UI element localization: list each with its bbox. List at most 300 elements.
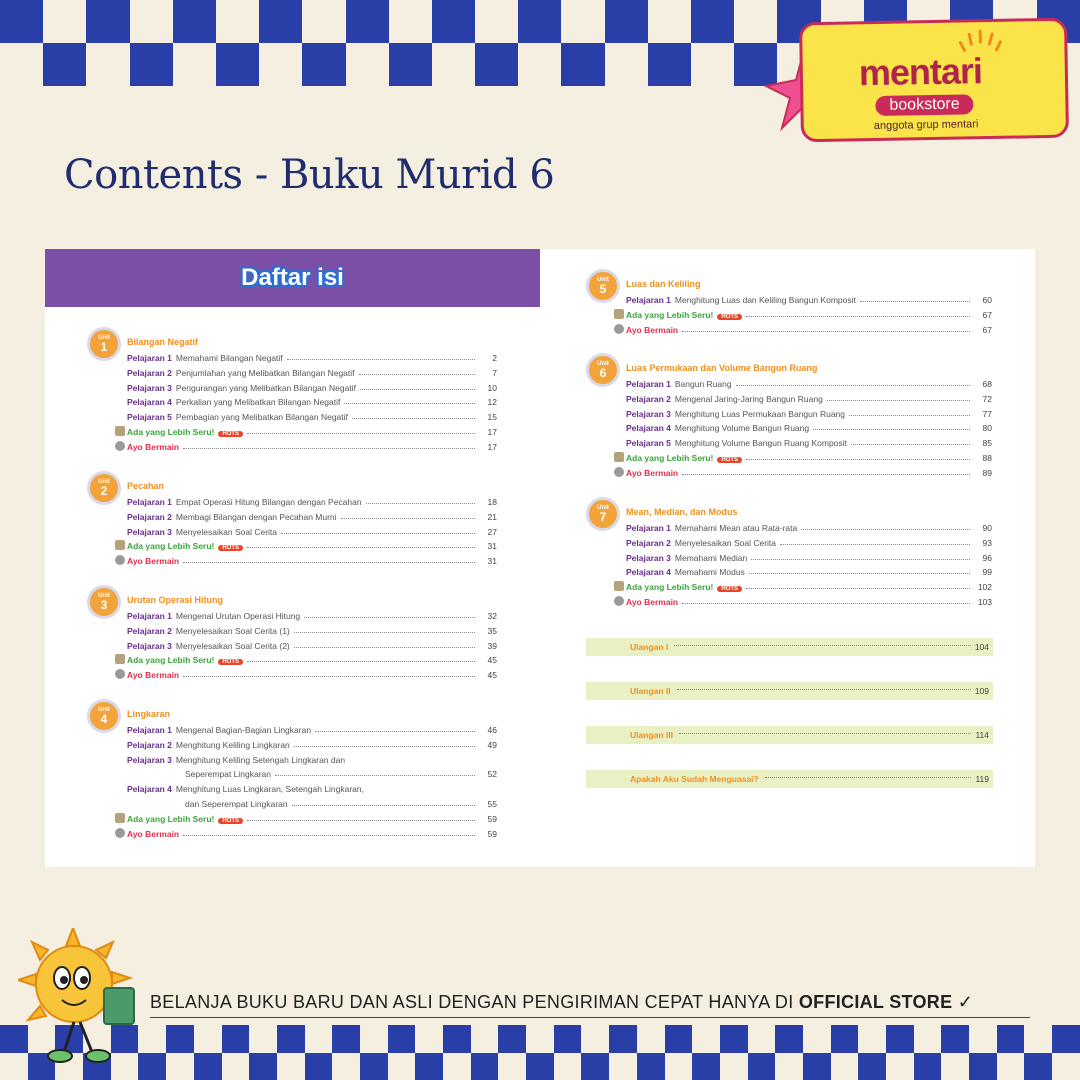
checker-square [498,1025,526,1053]
toc-row-page: 99 [982,567,992,578]
sun-rays-icon [958,28,1002,55]
toc-row-text: Bangun Ruang [674,379,732,389]
contents-header [45,249,540,307]
checker-square [561,0,604,43]
checker-square [216,0,259,43]
leader-dots [746,459,970,460]
checker-square [346,43,389,86]
checker-square [914,1053,942,1080]
review-page: 109 [974,686,989,696]
toc-row-text: Seperempat Lingkaran [185,769,272,780]
toc-row-label: Pelajaran 3 [127,382,172,393]
leader-dots [352,418,475,419]
checker-square [43,43,86,86]
toc-row [127,795,497,809]
unit-badge-number: 4 [100,712,108,726]
checker-square [518,0,561,43]
toc-row [127,751,497,765]
toc-row-page: 46 [487,725,497,735]
toc-row-page: 103 [977,597,992,607]
toc-row-page: 80 [982,423,992,434]
leader-dots [849,415,970,416]
leader-dots [780,544,970,545]
checker-square [858,1025,886,1053]
toc-row-text: Menyelesaikan Soal Cerita (2) [175,640,290,651]
leader-dots [674,645,971,646]
leader-dots [677,689,971,690]
checker-square [222,1053,250,1080]
checker-square [1024,1025,1052,1053]
checker-square [166,1053,194,1080]
checker-square [0,43,43,86]
game-icon [614,467,624,477]
toc-row-page: 39 [487,640,497,651]
footer-text: BELANJA BUKU BARU DAN ASLI DENGAN PENGIRIMAN CEPAT HANYA DI [150,992,794,1012]
checker-square [173,0,216,43]
footer-official-store: OFFICIAL STORE [798,992,953,1012]
checker-square [665,1053,693,1080]
unit-badge-label: Unit [98,479,110,485]
review-label: Ulangan I [630,642,669,652]
toc-row [127,637,497,651]
unit-badge-label: Unit [597,277,609,283]
checker-square [475,43,518,86]
checker-square [432,0,475,43]
leader-dots [247,547,475,548]
unit-title: Bilangan Negatif [127,337,199,347]
toc-row-label: Pelajaran 2 [626,537,671,548]
leader-dots [746,588,970,589]
toc-row-label: Ada yang Lebih Seru! [127,541,215,552]
toc-row-page: 96 [982,552,992,563]
unit-badge [87,327,121,361]
checker-square [138,1053,166,1080]
checker-square [914,1025,942,1053]
unit-badge-number: 3 [100,598,108,612]
checker-square [941,1025,969,1053]
checker-square [886,1025,914,1053]
game-icon [115,828,125,838]
toc-row [626,578,992,592]
checker-square [222,1025,250,1053]
checker-square [498,1053,526,1080]
review-page: 104 [974,642,989,652]
toc-row-label: Ayo Bermain [127,670,180,681]
toc-row-label: Ayo Bermain [127,441,180,452]
toc-row [127,622,497,636]
activity-icon [115,654,125,664]
toc-row-page: 90 [982,523,992,533]
checker-square [886,1053,914,1080]
checker-square [259,0,302,43]
checker-square [360,1053,388,1080]
hots-badge: HOTS [717,457,742,463]
toc-row [127,423,497,437]
leader-dots [183,448,475,449]
toc-row-label: Pelajaran 4 [626,423,671,434]
checker-square [86,43,129,86]
leader-dots [183,676,475,677]
checker-square [648,0,691,43]
toc-row-text: Menghitung Keliling Lingkaran [175,739,290,750]
leader-dots [749,573,970,574]
checker-square [605,0,648,43]
toc-row-text: Menghitung Keliling Setengah Lingkaran dan [175,754,346,765]
leader-dots [183,562,475,563]
toc-row-page: 67 [982,309,992,320]
toc-row [626,321,992,335]
checker-square [1052,1053,1080,1080]
review-label: Apakah Aku Sudah Menguasai? [630,774,759,784]
toc-row [127,666,497,680]
toc-row-label: Pelajaran 1 [127,725,172,735]
activity-icon [115,813,125,823]
toc-row-text: Perkalian yang Melibatkan Bilangan Negatif [175,397,341,408]
unit-badge [87,471,121,505]
leader-dots [281,533,475,534]
unit-badge-label: Unit [98,335,110,341]
toc-row-label: Pelajaran 3 [127,754,172,765]
unit-badge-label: Unit [98,593,110,599]
checker-square [194,1053,222,1080]
leader-dots [315,731,475,732]
toc-row [626,563,992,577]
toc-row [626,519,992,533]
checker-square [609,1053,637,1080]
checker-square [969,1053,997,1080]
toc-row-text: Memahami Bilangan Negatif [175,353,283,363]
hots-badge: HOTS [218,659,243,665]
leader-dots [366,503,475,504]
checker-square [969,1025,997,1053]
checker-square [249,1025,277,1053]
checker-square [432,43,475,86]
checker-square [775,1053,803,1080]
hots-badge: HOTS [218,431,243,437]
checker-square [831,1025,859,1053]
toc-row [127,780,497,794]
toc-row [626,464,992,478]
toc-row-label: Ada yang Lebih Seru! [626,309,714,320]
game-icon [614,324,624,334]
toc-row-label: Ada yang Lebih Seru! [626,453,714,463]
checker-square [526,1053,554,1080]
toc-row-label: Ayo Bermain [626,467,679,478]
checker-square [389,0,432,43]
toc-row [127,364,497,378]
toc-row-text: Mengenal Jaring-Jaring Bangun Ruang [674,393,823,404]
game-icon [115,555,125,565]
toc-row-page: 52 [487,769,497,780]
review-row [586,770,993,788]
sun-mascot-icon [18,928,138,1068]
leader-dots [746,316,970,317]
toc-row [127,537,497,551]
review-page: 119 [975,774,989,784]
toc-row-page: 60 [982,295,992,305]
checker-square [526,1025,554,1053]
checker-square [637,1053,665,1080]
toc-row-label: Ada yang Lebih Seru! [127,427,215,437]
activity-icon [614,452,624,462]
unit-badge [586,497,620,531]
toc-row-text: Penjumlahan yang Melibatkan Bilangan Negatif [175,367,355,378]
checker-square [803,1025,831,1053]
checker-square [0,0,43,43]
leader-dots [765,777,972,778]
right-page [586,249,1035,867]
unit-title: Lingkaran [127,709,171,719]
unit-badge [586,353,620,387]
checker-square [748,1025,776,1053]
checker-square [249,1053,277,1080]
checker-square [691,0,734,43]
toc-row [127,825,497,839]
checker-square [691,43,734,86]
toc-row [626,434,992,448]
toc-row-page: 88 [982,453,992,463]
toc-row-page: 7 [492,367,497,378]
toc-row-text: Mengenal Bagian-Bagian Lingkaran [175,725,312,735]
left-page [45,249,540,867]
checker-square [86,0,129,43]
checker-square [561,43,604,86]
contents-header-title: Daftar isi [241,264,344,291]
leader-dots [801,529,970,530]
leader-dots [341,518,475,519]
toc-row-page: 93 [982,537,992,548]
toc-row-text: Empat Operasi Hitung Bilangan dengan Pecahan [175,497,362,507]
leader-dots [247,661,475,662]
leader-dots [359,374,475,375]
toc-row-text: Memahami Modus [674,567,745,578]
toc-row-label: Ayo Bermain [626,324,679,335]
checker-square [346,0,389,43]
toc-row-label: Pelajaran 3 [626,552,671,563]
game-icon [115,441,125,451]
toc-row-text: Menyelesaikan Soal Cerita [175,526,277,537]
unit-badge-number: 5 [599,282,607,296]
unit-badge [87,699,121,733]
activity-icon [115,426,125,436]
toc-row-text: Menghitung Volume Bangun Ruang Komposit [674,438,847,449]
checker-square [581,1025,609,1053]
toc-row [127,651,497,665]
toc-row-label: Pelajaran 2 [127,739,172,750]
leader-dots [827,400,970,401]
checker-square [471,1053,499,1080]
checker-square [194,1025,222,1053]
toc-row-page: 59 [487,813,497,824]
checker-square [43,0,86,43]
review-label: Ulangan II [630,686,671,696]
checker-square [609,1025,637,1053]
toc-row-text: Menghitung Luas Permukaan Bangun Ruang [674,408,846,419]
checker-square [692,1053,720,1080]
checker-square [1024,1053,1052,1080]
toc-row-label: Pelajaran 3 [626,408,671,419]
checker-square [332,1053,360,1080]
toc-row-label: Pelajaran 5 [626,438,671,449]
toc-row-text: Memahami Mean atau Rata-rata [674,523,798,533]
toc-row-label: Pelajaran 1 [626,379,671,389]
checker-square [648,43,691,86]
toc-row [626,306,992,320]
toc-row-text: Menyelesaikan Soal Cerita [674,537,776,548]
toc-row-label: Pelajaran 1 [127,353,172,363]
toc-row-label: Pelajaran 4 [127,397,172,408]
toc-row-page: 12 [487,397,497,408]
toc-row-text: Menyelesaikan Soal Cerita (1) [175,625,290,636]
check-icon: ✓ [957,992,974,1012]
toc-row [127,393,497,407]
game-icon [115,669,125,679]
toc-row-page: 2 [492,353,497,363]
toc-row-page: 18 [487,497,497,507]
toc-row-page: 49 [487,739,497,750]
toc-row-label: Pelajaran 2 [127,367,172,378]
toc-row-page: 89 [982,467,992,478]
leader-dots [292,805,475,806]
leader-dots [682,331,970,332]
toc-row-page: 35 [487,625,497,636]
toc-row-label: Ayo Bermain [626,597,679,607]
toc-row [127,810,497,824]
toc-row-label: Ada yang Lebih Seru! [127,655,215,666]
leader-dots [682,474,970,475]
toc-row-page: 102 [977,582,992,593]
toc-row-label: Ayo Bermain [127,828,180,839]
checker-square [302,0,345,43]
unit-title: Luas dan Keliling [626,279,701,289]
toc-row [127,736,497,750]
toc-row [127,493,497,507]
checker-square [775,1025,803,1053]
toc-row-label: Pelajaran 1 [127,497,172,507]
toc-row [127,607,497,621]
checker-square [277,1025,305,1053]
toc-row [626,291,992,305]
leader-dots [294,632,475,633]
checker-square [305,1053,333,1080]
leader-dots [247,433,475,434]
leader-dots [304,617,475,618]
activity-icon [115,540,125,550]
toc-row-text: Pengurangan yang Melibatkan Bilangan Negatif [175,382,356,393]
leader-dots [287,359,475,360]
checker-square [518,43,561,86]
toc-row-text: Membagi Bilangan dengan Pecahan Murni [175,511,337,522]
toc-row-page: 67 [982,324,992,335]
leader-dots [344,403,475,404]
leader-dots [851,444,970,445]
bottom-checker-band [0,1025,1080,1080]
unit-title: Pecahan [127,481,165,491]
page-title: Contents - Buku Murid 6 [64,152,555,198]
unit-badge-number: 1 [100,340,108,354]
review-row [586,682,993,700]
toc-row-text: Menghitung Luas Lingkaran, Setengah Lingkaran, [175,784,364,795]
toc-row-text: Memahami Median [674,552,748,563]
toc-row-page: 32 [487,611,497,621]
unit-badge-label: Unit [597,505,609,511]
toc-row [127,508,497,522]
toc-row-page: 17 [487,427,497,437]
checker-square [216,43,259,86]
toc-row-label: Pelajaran 1 [626,523,671,533]
toc-row-text: Menghitung Luas dan Keliling Bangun Komposit [674,295,856,305]
toc-row-label: Pelajaran 4 [626,567,671,578]
toc-row-label: Pelajaran 5 [127,412,172,423]
unit-title: Luas Permukaan dan Volume Bangun Ruang [626,363,818,373]
toc-row-label: Pelajaran 3 [127,640,172,651]
checker-square [720,1025,748,1053]
toc-row [127,523,497,537]
toc-row-text: Menghitung Volume Bangun Ruang [674,423,810,434]
checker-square [130,0,173,43]
hots-badge: HOTS [717,314,742,320]
toc-row [626,593,992,607]
toc-row-label: Pelajaran 1 [127,611,172,621]
book-spread [45,249,1035,867]
mentari-bookstore-logo [799,18,1069,143]
footer-banner [150,992,1030,1018]
toc-row [626,534,992,548]
unit-badge-label: Unit [98,707,110,713]
leader-dots [360,389,475,390]
toc-row-label: Pelajaran 2 [626,393,671,404]
checker-square [581,1053,609,1080]
unit-badge [586,269,620,303]
toc-row-page: 31 [487,556,497,567]
hots-badge: HOTS [218,818,243,824]
checker-square [130,43,173,86]
unit-title: Urutan Operasi Hitung [127,595,224,605]
game-icon [614,596,624,606]
logo-tagline: anggota grup mentari [873,118,979,133]
checker-square [803,1053,831,1080]
checker-square [941,1053,969,1080]
hots-badge: HOTS [218,545,243,551]
toc-row [127,379,497,393]
logo-bookstore-pill: bookstore [875,94,974,116]
review-label: Ulangan III [630,730,673,740]
leader-dots [682,603,970,604]
toc-row-page: 45 [487,670,497,681]
leader-dots [813,429,970,430]
checker-square [720,1053,748,1080]
checker-square [748,1053,776,1080]
unit-badge [87,585,121,619]
toc-row-page: 21 [487,511,497,522]
toc-row-text: dan Seperempat Lingkaran [185,799,288,809]
toc-row [127,552,497,566]
toc-row-page: 85 [982,438,992,449]
checker-square [997,1025,1025,1053]
leader-dots [183,835,475,836]
toc-row-text: Mengenal Urutan Operasi Hitung [175,611,301,621]
review-row [586,638,993,656]
toc-row-label: Pelajaran 1 [626,295,671,305]
checker-square [388,1025,416,1053]
checker-square [443,1053,471,1080]
toc-row-label: Ada yang Lebih Seru! [127,813,215,824]
checker-square [360,1025,388,1053]
checker-square [734,0,777,43]
checker-square [831,1053,859,1080]
toc-row-page: 55 [487,799,497,809]
checker-square [305,1025,333,1053]
